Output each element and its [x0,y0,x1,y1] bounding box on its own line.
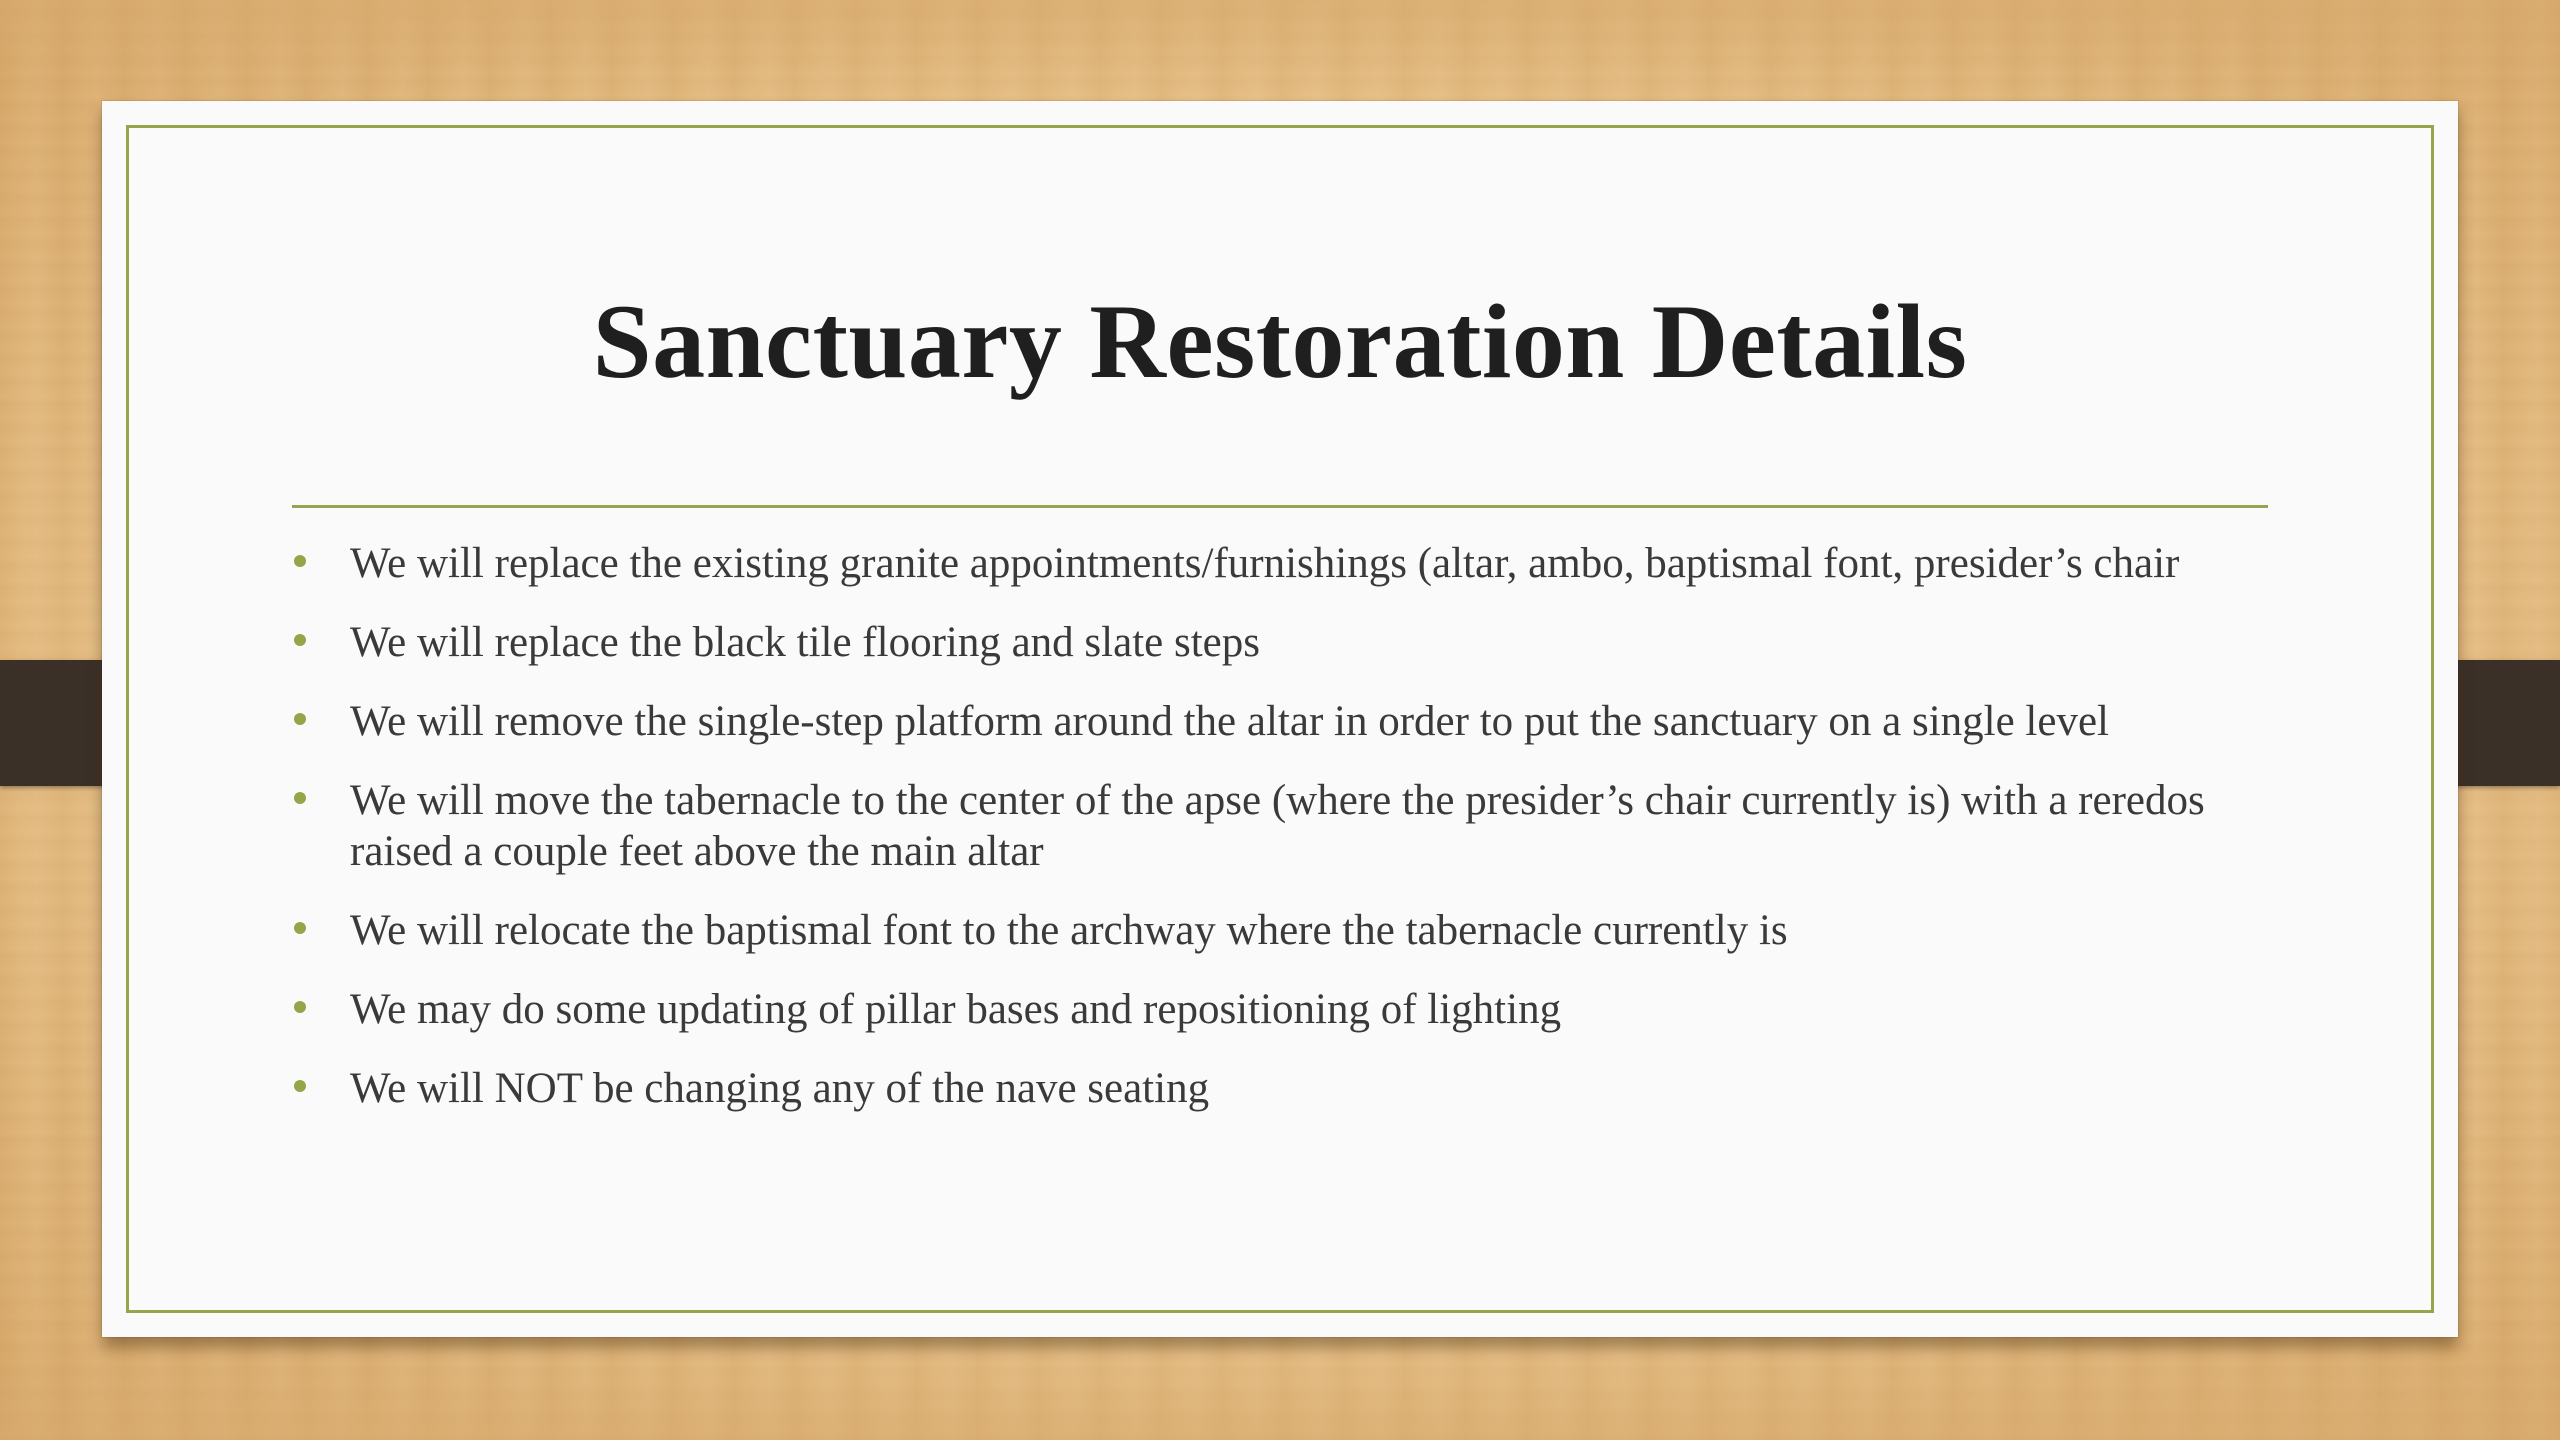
bullet-dot-icon [294,922,306,934]
bullet-item [292,538,2292,589]
bullet-list [292,538,2292,1142]
bullet-item [292,696,2292,747]
bullet-text: We will remove the single-step platform around the altar in order to put the sanctuary on a single level [350,698,2109,745]
bullet-item [292,984,2292,1035]
bullet-text: We will replace the existing granite appointments/furnishings (altar, ambo, baptismal font, presider’s chair [350,540,2180,587]
bullet-dot-icon [294,555,306,567]
slide-canvas [102,101,2458,1337]
bullet-text: We will move the tabernacle to the center of the apse (where the presider’s chair currently is) with a reredos raised a couple feet above the main altar [350,777,2205,875]
bullet-text: We will NOT be changing any of the nave seating [350,1065,1210,1112]
bullet-dot-icon [294,1001,306,1013]
bullet-text: We may do some updating of pillar bases and repositioning of lighting [350,986,1562,1033]
bullet-text: We will replace the black tile flooring and slate steps [350,619,1260,666]
bullet-dot-icon [294,792,306,804]
wood-background-top [0,0,2560,100]
bullet-item [292,617,2292,668]
title-divider-line [292,505,2268,508]
bullet-dot-icon [294,1080,306,1092]
bullet-dot-icon [294,713,306,725]
slide-title: Sanctuary Restoration Details [592,283,1968,400]
bullet-item [292,1063,2292,1114]
bullet-item [292,775,2292,877]
bullet-text: We will relocate the baptismal font to the archway where the tabernacle currently is [350,907,1788,954]
wood-background-bottom [0,1340,2560,1440]
bullet-dot-icon [294,634,306,646]
bullet-item [292,905,2292,956]
